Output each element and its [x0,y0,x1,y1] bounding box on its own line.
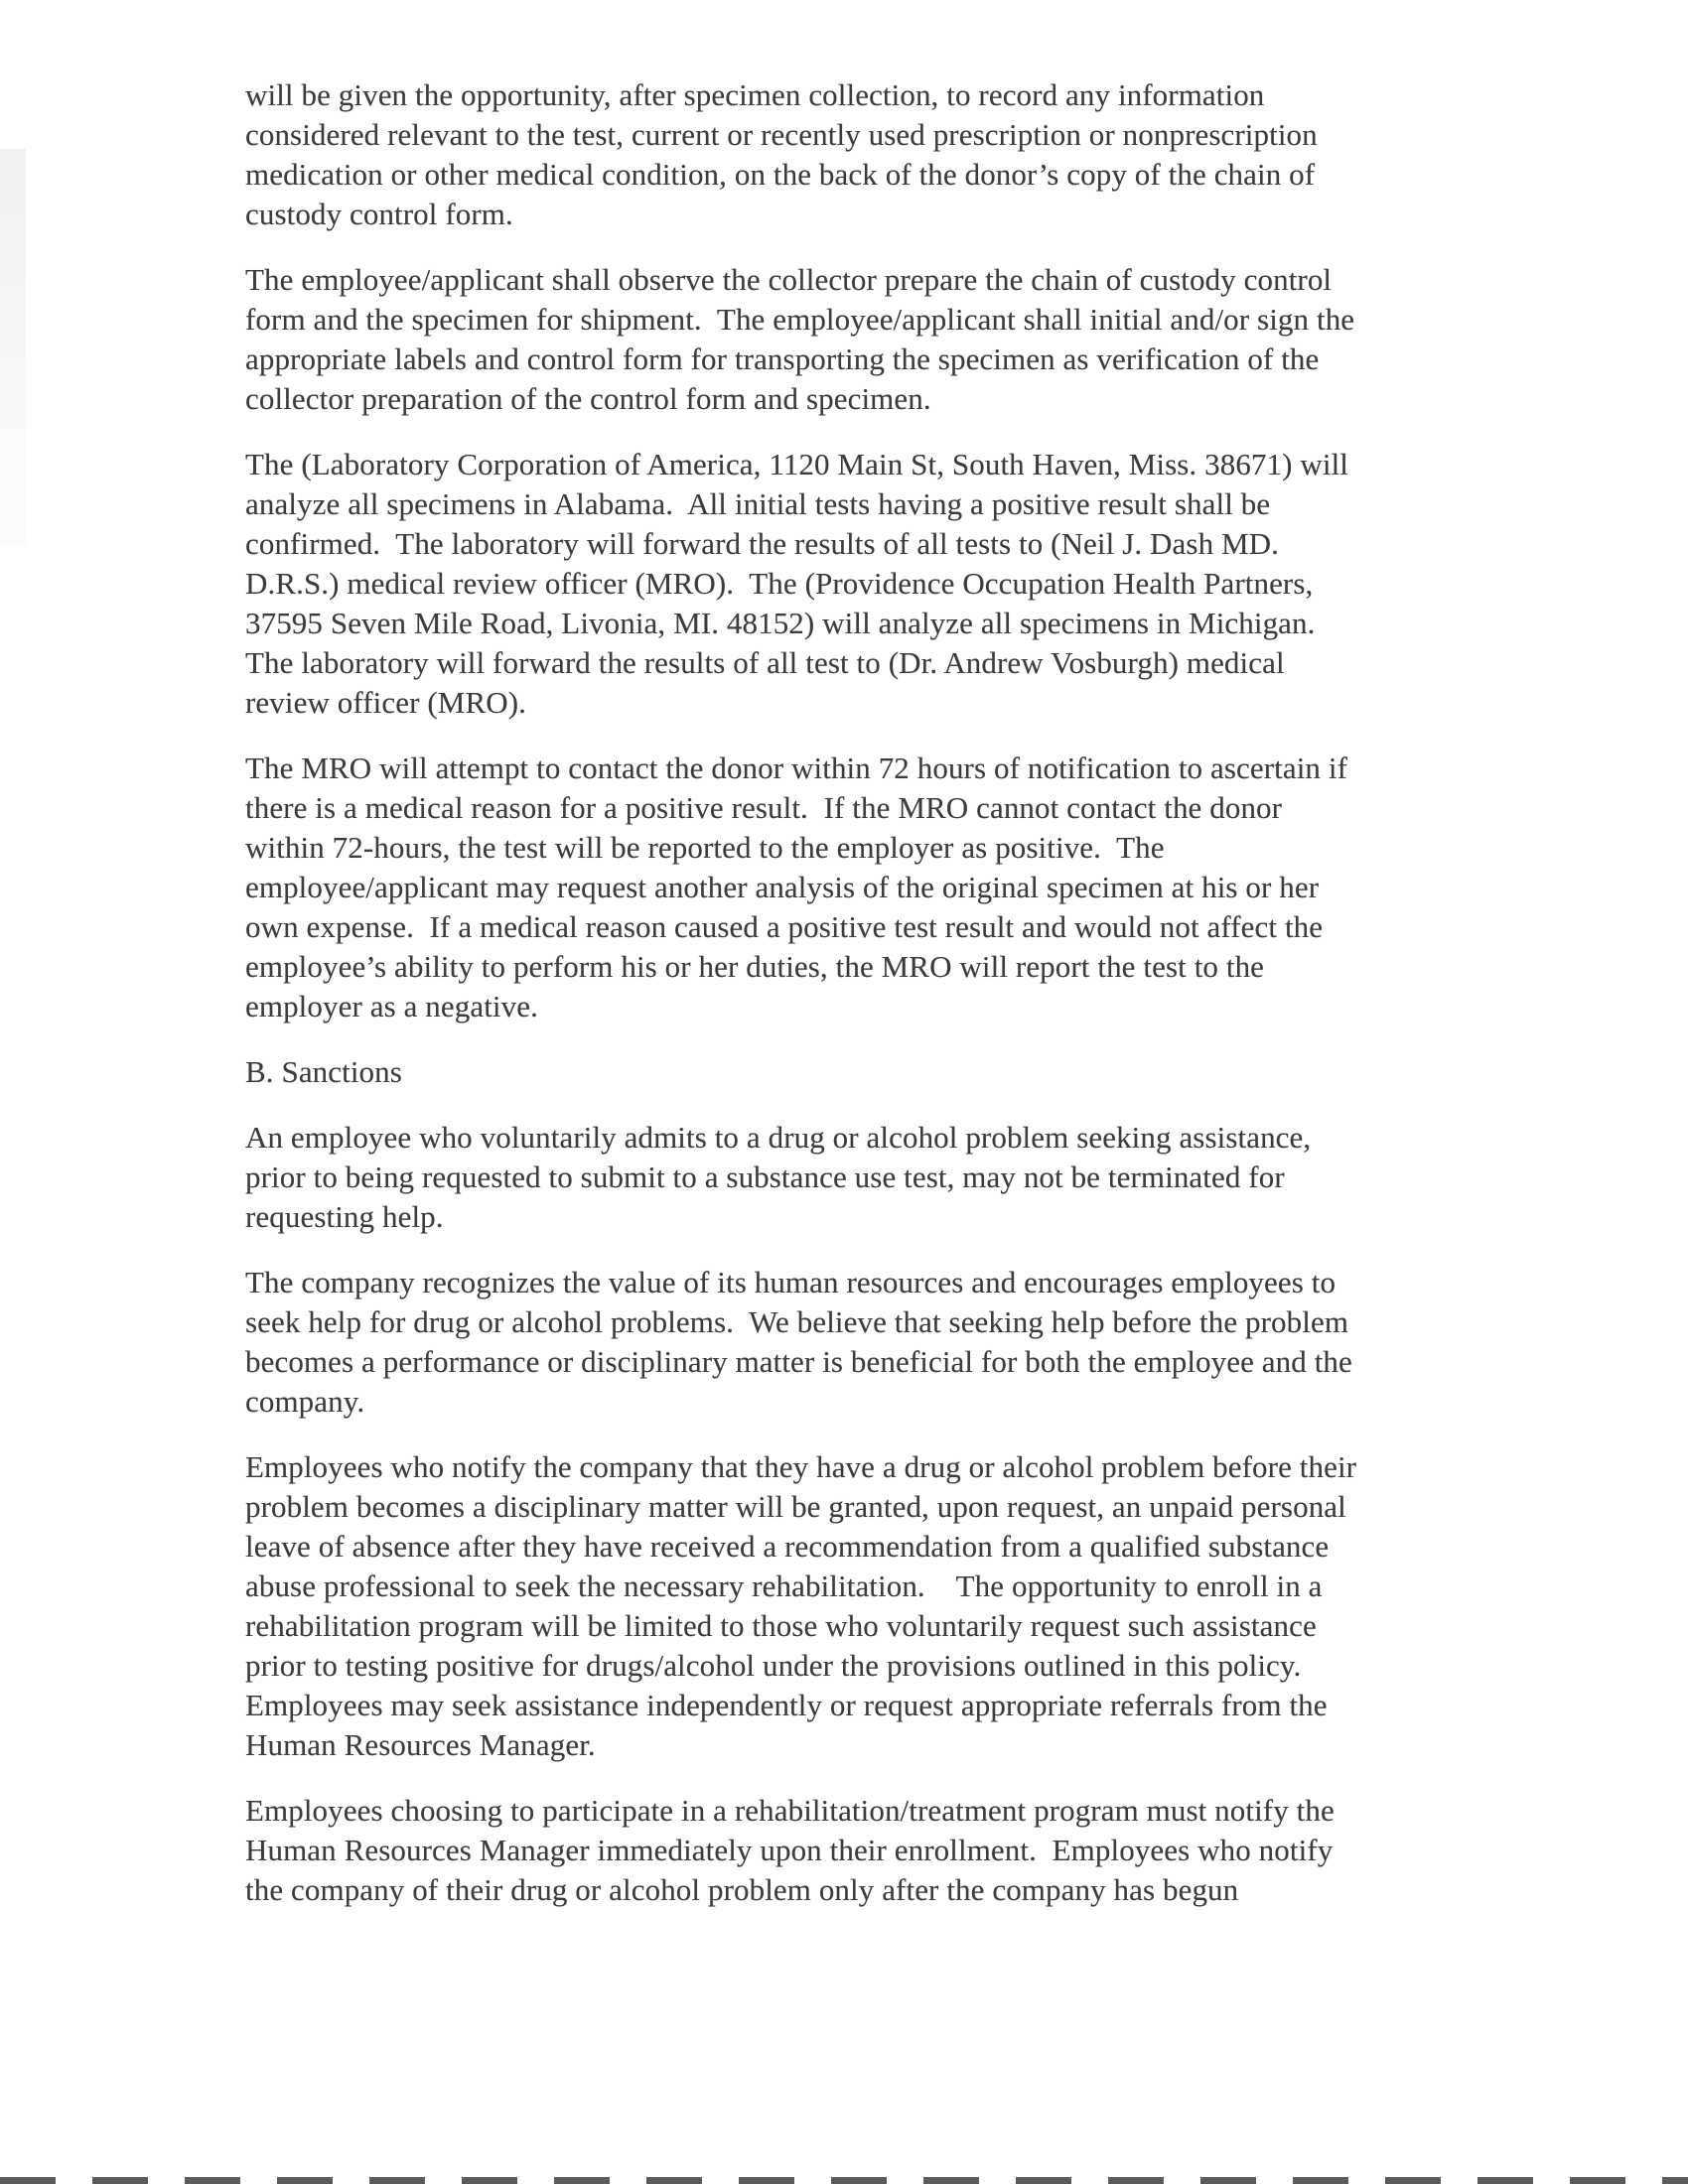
text-line: collector preparation of the control form and specimen. [245,381,931,416]
text-line: D.R.S.) medical review officer (MRO). The (Providence Occupation Health Partners, [245,566,1314,601]
text-line: problem becomes a disciplinary matter will be granted, upon request, an unpaid personal [245,1489,1346,1524]
text-line: within 72-hours, the test will be reported to the employer as positive. The [245,830,1165,865]
text-line: company. [245,1384,365,1419]
paragraph [245,260,1526,419]
text-line: employee/applicant may request another analysis of the original specimen at his or her [245,870,1320,904]
text-line: own expense. If a medical reason caused a positive test result and would not affect the [245,909,1324,944]
paragraph [245,1447,1526,1765]
text-line: Employees may seek assistance independently or request appropriate referrals from the [245,1688,1328,1722]
text-line: medication or other medical condition, on the back of the donor’s copy of the chain of [245,157,1316,192]
text-line: Human Resources Manager immediately upon their enrollment. Employees who notify [245,1833,1334,1867]
text-line: prior to testing positive for drugs/alcohol under the provisions outlined in this policy. [245,1648,1302,1683]
paragraph [245,1118,1526,1237]
text-line: The (Laboratory Corporation of America, 1120 Main St, South Haven, Miss. 38671) will [245,447,1349,481]
text-line: rehabilitation program will be limited to those who voluntarily request such assistance [245,1608,1317,1643]
document-text [245,75,1526,1936]
scan-artifact-left-edge [0,149,26,546]
text-line: prior to being requested to submit to a substance use test, may not be terminated for [245,1160,1285,1194]
paragraph [245,445,1526,723]
text-line: the company of their drug or alcohol problem only after the company has begun [245,1872,1239,1907]
paragraph [245,1263,1526,1422]
text-line: Human Resources Manager. [245,1727,596,1762]
text-line: B. Sanctions [245,1054,402,1089]
text-line: The MRO will attempt to contact the donor within 72 hours of notification to ascertain if [245,751,1348,785]
paragraph [245,749,1526,1026]
text-line: The employee/applicant shall observe the collector prepare the chain of custody control [245,262,1333,297]
text-line: The laboratory will forward the results of all test to (Dr. Andrew Vosburgh) medical [245,645,1285,680]
section-heading [245,1052,1526,1092]
text-line: employee’s ability to perform his or her duties, the MRO will report the test to the [245,949,1265,984]
text-line: appropriate labels and control form for transporting the specimen as verification of the [245,341,1320,376]
text-line: there is a medical reason for a positive result. If the MRO cannot contact the donor [245,790,1283,825]
text-line: analyze all specimens in Alabama. All initial tests having a positive result shall be [245,486,1271,521]
text-line: Employees choosing to participate in a rehabilitation/treatment program must notify the [245,1793,1335,1828]
text-line: will be given the opportunity, after specimen collection, to record any information [245,77,1265,112]
text-line: An employee who voluntarily admits to a drug or alcohol problem seeking assistance, [245,1120,1312,1155]
text-line: considered relevant to the test, current or recently used prescription or nonprescription [245,117,1318,152]
text-line: form and the specimen for shipment. The employee/applicant shall initial and/or sign the [245,302,1355,337]
text-line: Employees who notify the company that they have a drug or alcohol problem before their [245,1449,1357,1484]
text-line: review officer (MRO). [245,685,527,720]
text-line: seek help for drug or alcohol problems. We believe that seeking help before the problem [245,1304,1349,1339]
text-line: requesting help. [245,1199,444,1234]
text-line: abuse professional to seek the necessary rehabilitation. The opportunity to enroll in a [245,1569,1323,1603]
text-line: confirmed. The laboratory will forward the results of all tests to (Neil J. Dash MD. [245,526,1280,561]
text-line: custody control form. [245,197,513,231]
text-line: leave of absence after they have received a recommendation from a qualified substance [245,1529,1330,1564]
text-line: employer as a negative. [245,989,538,1024]
text-line: 37595 Seven Mile Road, Livonia, MI. 48152) will analyze all specimens in Michigan. [245,606,1316,640]
paragraph [245,1791,1526,1910]
paragraph [245,75,1526,234]
scan-artifact-bottom-edge [0,2177,1688,2184]
text-line: The company recognizes the value of its human resources and encourages employees to [245,1265,1336,1299]
text-line: becomes a performance or disciplinary matter is beneficial for both the employee and the [245,1344,1352,1379]
